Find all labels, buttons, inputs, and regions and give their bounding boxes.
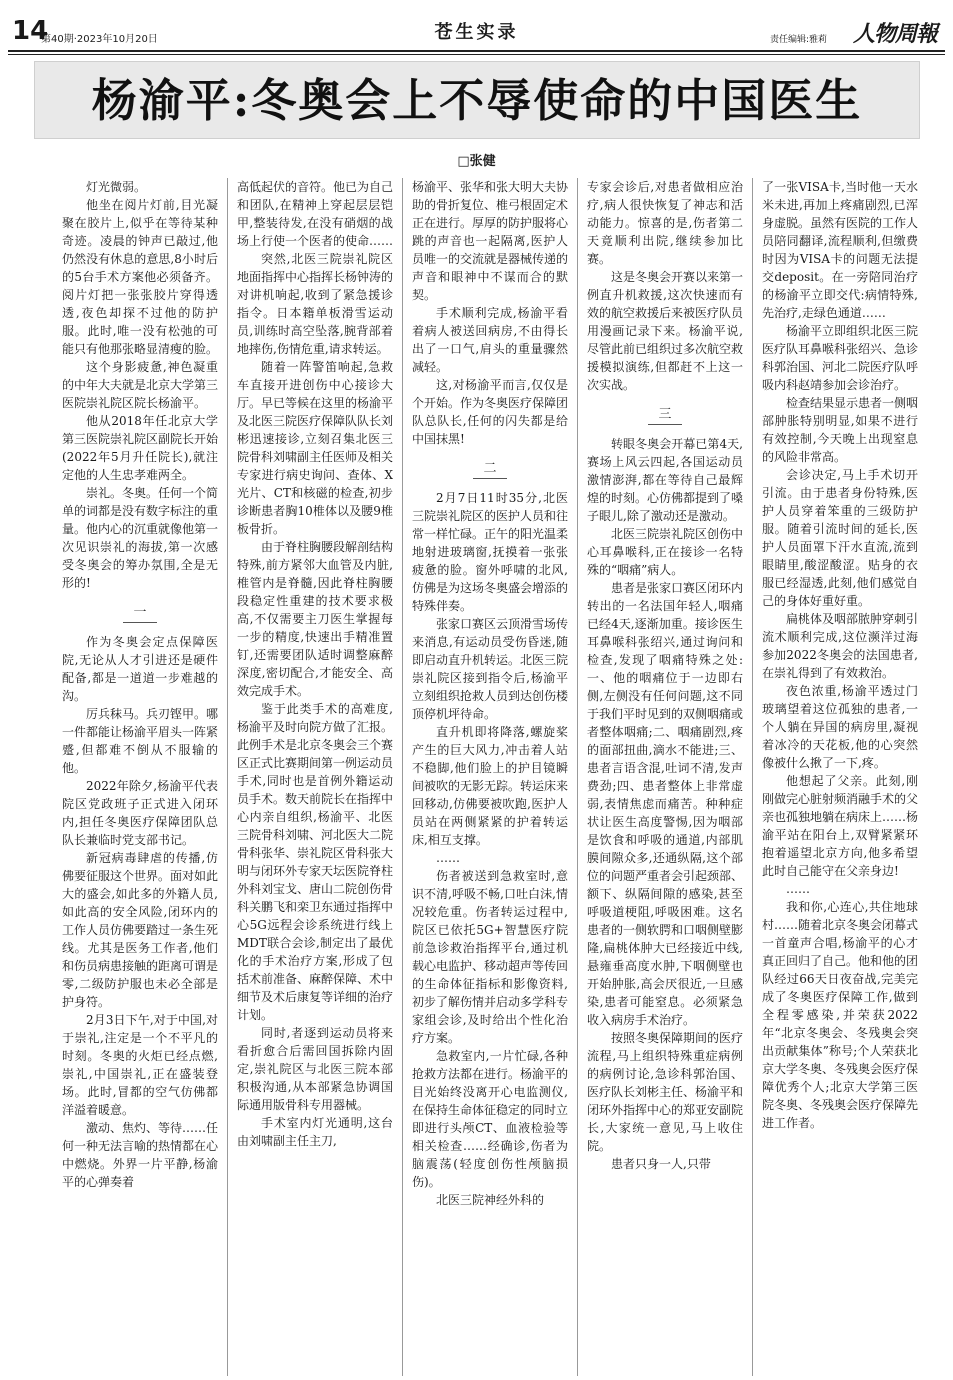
paragraph: 新冠病毒肆虐的传播,仿佛要征服这个世界。面对如此大的盛会,如此多的外籍人员,如此高的安全风险,闭环内的工作人员仿佛要踏过一条生死线。尤其是医务工作者,他们和伤员病患接触的距离可谓是零,二级防护服也未必全部是护身符。 [62,851,218,1009]
paragraph: 手术顺利完成,杨渝平看着病人被送回病房,不由得长出了一口气,肩头的重量骤然减轻。 [412,306,568,374]
article-headline: 杨渝平:冬奥会上不辱使命的中国医生 [91,74,863,127]
page-number: 14 [12,16,49,46]
section-title: 苍生实录 [434,22,519,43]
paragraph: 张家口赛区云顶滑雪场传来消息,有运动员受伤昏迷,随即启动直升机转运。北医三院崇礼院区接到指令后,杨渝平立刻组织抢救人员到达创伤楼顶停机坪待命。 [412,617,568,721]
paragraph: 他从2018年任北京大学第三医院崇礼院区副院长开始(2022年5月升任院长),就注定他的人生忠孝难两全。 [62,414,218,482]
paragraph: 激动、焦灼、等待……任何一种无法言喻的热情都在心中燃烧。外界一片平静,杨渝平的心弹奏着 [62,1121,218,1189]
paragraph: 我和你,心连心,共住地球村……随着北京冬奥会闭幕式一首童声合唱,杨渝平的心才真正回归了自己。他和他的团队经过66天日夜奋战,完美完成了冬奥医疗保障工作,做到全程零感染,并荣获2022年“北京冬奥会、冬残奥会突出贡献集体”称号;个人荣获北京大学冬奥、冬残奥会医疗保障优秀个人;北京大学第三医院冬奥、冬残奥会医疗保障先进工作者。 [762,900,918,1130]
ellipsis-break: …… [436,851,460,865]
paragraph: 北医三院崇礼院区创伤中心耳鼻喉科,正在接诊一名特殊的“咽痛”病人。 [587,527,743,577]
editor-credit: 责任编辑:雅莉 [769,35,827,45]
page-header [8,14,945,48]
section-marker [62,604,218,623]
newspaper-logo: 人物周報 [852,21,937,47]
paragraph: 这个身影疲惫,神色凝重的中年大夫就是北京大学第三医院崇礼院区院长杨渝平。 [62,360,218,410]
column-divider [577,178,578,1376]
section-marker [412,460,568,479]
paragraph: 2022年除夕,杨渝平代表院区党政班子正式进入闭环内,担任冬奥医疗保障团队总队长兼临时党支部书记。 [62,779,218,847]
paragraph: 患者只身一人,只带 [611,1157,711,1171]
paragraph: 这,对杨渝平而言,仅仅是个开始。作为冬奥医疗保障团队总队长,任何的闪失都是给中国抹黑! [412,378,568,446]
paragraph: 杨渝平、张华和张大明大夫协助的骨折复位、椎弓根固定术正在进行。厚厚的防护服将心跳的声音也一起隔离,医护人员唯一的交流就是器械传递的声音和眼神中不谋而合的默契。 [412,180,568,302]
headline-box [34,61,920,139]
paragraph: 了一张VISA卡,当时他一天水米未进,再加上疼痛剧烈,已浑身虚脱。虽然有医院的工作人员陪同翻译,流程顺利,但缴费时因为VISA卡的问题无法提交deposit。在一旁陪同治疗的杨渝平立即交代:病情特殊,先治疗,走绿色通道…… [762,180,918,320]
paragraph: 扁桃体及咽部脓肿穿刺引流术顺利完成,这位濒洋过海参加2022冬奥会的法国患者,在崇礼得到了有效救治。 [762,612,918,680]
paragraph: 他坐在阅片灯前,目光凝聚在胶片上,似乎在等待某种奇迹。凌晨的钟声已敲过,他仍然没有休息的意思,8小时后的5台手术方案他必须备齐。阅片灯把一张张胶片穿得透透,夜色却探不过他的防护服。此时,唯一没有松弛的可能只有他那张略显清瘦的脸。 [62,198,218,356]
paragraph: 夜色浓重,杨渝平透过门玻璃望着这位孤独的患者,一个人躺在异国的病房里,凝视着冰冷的天花板,他的心突然像被什么揪了一下,疼。 [762,684,918,770]
paragraph: 高低起伏的音符。他已为自己和团队,在精神上穿起层层铠甲,整装待发,在没有硝烟的战场上行使一个医者的使命…… [237,180,393,248]
paragraph: 检查结果显示患者一侧咽部肿胀特别明显,如果不进行有效控制,今天晚上出现窒息的风险非常高。 [762,396,918,464]
paragraph: 由于脊柱胸腰段解剖结构特殊,前方紧邻大血管及内脏,椎管内是脊髓,因此脊柱胸腰段稳定性重建的技术要求极高,不仅需要主刀医生掌握每一步的精度,快速出手精准置钉,还需要团队适时调整麻醉深度,密切配合,才能安全、高效完成手术。 [237,540,393,698]
paragraph: 专家会诊后,对患者做相应治疗,病人很快恢复了神志和活动能力。惊喜的是,伤者第二天竟顺利出院,继续参加比赛。 [587,180,743,266]
issue-date: 第40期·2023年10月20日 [41,34,158,45]
paragraph: 突然,北医三院崇礼院区地面指挥中心指挥长杨钟涛的对讲机响起,收到了紧急援诊指令。日本籍单板滑雪运动员,训练时高空坠落,腕背部着地摔伤,伤情危重,请求转运。 [237,252,393,356]
header-rule-thin [8,54,945,55]
section-marker [587,406,743,425]
article-body [62,178,919,1376]
paragraph: 2月3日下午,对于中国,对于崇礼,注定是一个不平凡的时刻。冬奥的火炬已经点燃,崇礼,中国崇礼,正在盛装登场。此时,冒都的空气仿佛都洋溢着暖意。 [62,1013,218,1117]
article-column-5 [762,178,918,1376]
article-column-4 [587,178,743,1376]
paragraph: 崇礼。冬奥。任何一个简单的词都是没有数字标注的重量。他内心的沉重就像他第一次见识崇礼的海拔,第一次感受冬奥会的筹办氛围,全是无形的! [62,486,218,590]
paragraph: 这是冬奥会开赛以来第一例直升机救援,这次快速而有效的航空救援后来被医疗队员用漫画记录下来。杨渝平说,尽管此前已组织过多次航空救援模拟演练,但都赶不上这一次实战。 [587,270,743,392]
article-column-1 [62,178,218,1376]
article-byline: □张健 [457,154,496,169]
column-divider [402,178,403,1376]
header-rule [8,50,945,52]
paragraph: 伤者被送到急救室时,意识不清,呼吸不畅,口吐白沫,情况较危重。伤者转运过程中,院区已依托5G+智慧医疗院前急诊救治指挥平台,通过机载心电监护、移动超声等传回的生命体征指标和影像资料,初步了解伤情并启动多学科专家组会诊,及时给出个性化治疗方案。 [412,869,568,1045]
paragraph: 鉴于此类手术的高难度,杨渝平及时向院方做了汇报。此例手术是北京冬奥会三个赛区正式比赛期间第一例运动员手术,同时也是首例外籍运动员手术。数天前院长在指挥中心内亲自组织,杨渝平、北医三院骨科刘啸、河北医大二院骨科张华、崇礼院区骨科张大明与闭环外专家天坛医院脊柱外科刘宝戈、唐山二院创伤骨科关鹏飞和栾卫东通过指挥中心5G远程会诊系统进行线上MDT联合会诊,制定出了最优化的手术治疗方案,形成了包括术前准备、麻醉保障、术中细节及术后康复等详细的治疗计划。 [237,702,393,1022]
column-divider [227,178,228,1376]
paragraph: 会诊决定,马上手术切开引流。由于患者身份特殊,医护人员穿着笨重的三级防护服。随着引流时间的延长,医护人员面罩下汗水直流,流到眼睛里,酸涩酸涩。贴身的衣服已经湿透,此刻,他们感觉自己的身体好重好重。 [762,468,918,608]
paragraph: 同时,者逐到运动员将来看折愈合后需回国拆除内固定,崇礼院区与北医三院本部积极沟通,从本部紧急协调国际通用版骨科专用器械。 [237,1026,393,1112]
paragraph: 杨渝平立即组织北医三院医疗队耳鼻喉科张绍兴、急诊科郭治国、河北二院医疗队呼吸内科赵靖参加会诊治疗。 [762,324,918,392]
column-divider [752,178,753,1376]
paragraph: 随着一阵警笛响起,急救车直接开进创伤中心接诊大厅。早已等候在这里的杨渝平及北医三院医疗保障队队长刘彬迅速接诊,立刻召集北医三院骨科刘啸副主任医师及相关专家进行病史询问、查体、X光片、CT和核磁的检查,初步诊断患者胸10椎体以及腰9椎板骨折。 [237,360,393,536]
paragraph: 灯光微弱。 [86,180,147,194]
section-marker-label: 三 [648,406,681,425]
section-marker-label: 一 [123,604,156,623]
paragraph: 2月7日11时35分,北医三院崇礼院区的医护人员和往常一样忙碌。正午的阳光温柔地射进玻璃窗,抚摸着一张张疲惫的脸。窗外呼啸的北风,仿佛是为这场冬奥盛会增添的特殊伴奏。 [412,491,568,613]
article-column-2 [237,178,393,1376]
ellipsis-break: …… [786,882,810,896]
paragraph: 作为冬奥会定点保障医院,无论从人才引进还是硬件配备,都是一道道一步难越的沟。 [62,635,218,703]
paragraph: 他想起了父亲。此刻,刚刚做完心脏射频消融手术的父亲也孤独地躺在病床上……杨渝平站在阳台上,双臂紧紧环抱着遥望北京方向,他多希望此时自己能守在父亲身边! [762,774,918,878]
paragraph: 患者是张家口赛区闭环内转出的一名法国年轻人,咽痛已经4天,逐渐加重。接诊医生耳鼻喉科张绍兴,通过询问和检查,发现了咽痛特殊之处:一、他的咽痛位于一边即右侧,左侧没有任何问题,这不同于我们平时见到的双侧咽痛或者整体咽痛;二、咽痛剧烈,疼的面部扭曲,滴水不能进;三、患者言语含混,吐词不清,发声费劲;四、患者整体上非常虚弱,表情焦虑而痛苦。种种症状让医生高度警惕,因为咽部是饮食和呼吸的通道,内部肌膜间隙众多,还通纵隔,这个部位的问题严重者会引起颈部、额下、纵隔间隙的感染,甚至呼吸道梗阻,呼吸困难。这名患者的一侧软腭和口咽侧壁膨隆,扁桃体肿大已经接近中线,悬雍垂高度水肿,下咽侧壁也开始肿胀,高会厌很近,一旦感染,患者可能窒息。必须紧急收入病房手术治疗。 [587,581,743,1027]
section-marker-label: 二 [473,460,506,479]
paragraph: 北医三院神经外科的 [436,1193,545,1207]
article-column-3 [412,178,568,1376]
paragraph: 急救室内,一片忙碌,各种抢救方法都在进行。杨渝平的目光始终没离开心电监测仪,在保持生命体征稳定的同时立即进行头颅CT、血液检验等相关检查……经确诊,伤者为脑震荡(轻度创伤性颅脑损伤)。 [412,1049,568,1189]
paragraph: 转眼冬奥会开幕已第4天,赛场上风云四起,各国运动员激情澎湃,都在等待自己最辉煌的时刻。心仿佛都提到了嗓子眼儿,除了激动还是激动。 [587,437,743,523]
paragraph: 直升机即将降落,螺旋桨产生的巨大风力,冲击着人站不稳脚,他们脸上的护目镜瞬间被吹的无影无踪。转运床来回移动,仿佛要被吹跑,医护人员站在两侧紧紧的护着转运床,相互支撑。 [412,725,568,847]
paragraph: 厉兵秣马。兵刃铿甲。哪一件都能让杨渝平眉头一阵紧蹙,但都难不倒从不服输的他。 [62,707,218,775]
paragraph: 按照冬奥保障期间的医疗流程,马上组织特殊重症病例的病例讨论,急诊科郭治国、医疗队长刘彬主任、杨渝平和闭环外指挥中心的郑亚安副院长,大家统一意见,马上收住院。 [587,1031,743,1153]
paragraph: 手术室内灯光通明,这台由刘啸副主任主刀, [237,1116,393,1148]
